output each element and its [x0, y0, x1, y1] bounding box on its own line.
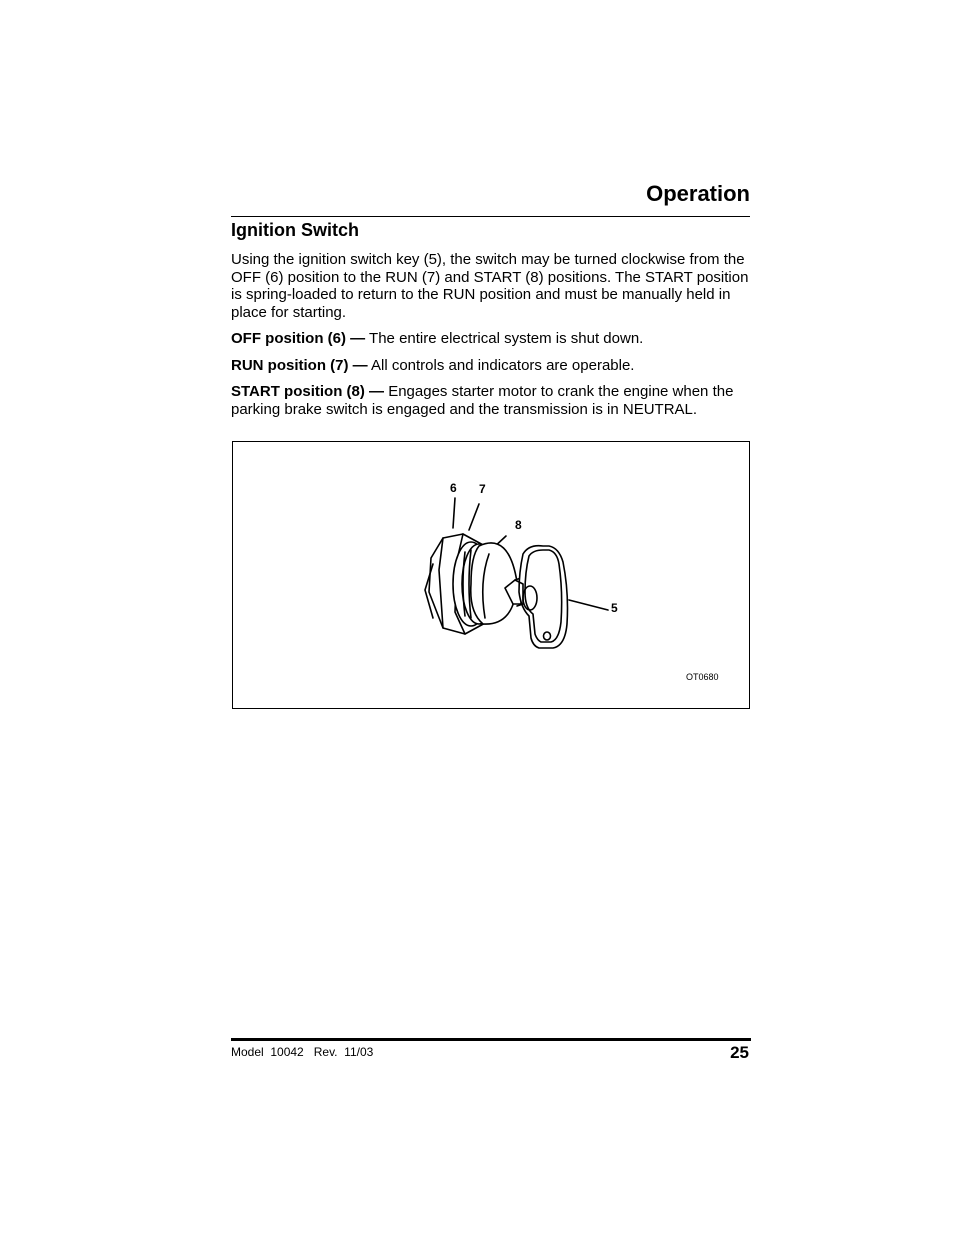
off-position-desc: The entire electrical system is shut down. — [365, 330, 644, 347]
callout-8: 8 — [515, 518, 522, 532]
leader-line-6 — [453, 498, 455, 528]
figure-id: OT0680 — [686, 672, 719, 682]
callout-6: 6 — [450, 481, 457, 495]
run-position-term: RUN position (7) — — [231, 356, 368, 374]
start-position-desc: Engages starter motor to crank the engine when the parking brake switch is engaged and the transmission is in NEUTRAL. — [231, 383, 734, 418]
callout-5: 5 — [611, 601, 618, 615]
section-title: Operation — [646, 181, 750, 206]
ignition-key — [505, 546, 568, 648]
header-rule — [231, 216, 750, 217]
start-position-term: START position (8) — — [231, 383, 385, 400]
leader-line-5 — [569, 600, 608, 610]
ignition-switch-figure — [232, 441, 750, 709]
section-body — [231, 251, 751, 427]
off-position-term: OFF position (6) — — [231, 330, 366, 347]
run-position-desc: All controls and indicators are operable. — [367, 356, 635, 374]
page-number: 25 — [730, 1043, 749, 1062]
ignition-switch-illustration — [233, 442, 749, 708]
start-position-item — [231, 383, 751, 418]
run-position-item — [231, 357, 751, 375]
callout-7: 7 — [479, 482, 486, 496]
footer-rule — [231, 1038, 751, 1041]
leader-line-7 — [469, 504, 479, 530]
off-position-item — [231, 330, 751, 348]
footer-model-revision: Model 10042 Rev. 11/03 — [231, 1045, 374, 1059]
section-heading: Ignition Switch — [231, 220, 359, 240]
intro-paragraph: Using the ignition switch key (5), the switch may be turned clockwise from the OFF (6) position to the RUN (7) and START (8) positions. The START position is spring-loaded to return to the RUN position and must be manually held in place for starting. — [231, 251, 749, 321]
